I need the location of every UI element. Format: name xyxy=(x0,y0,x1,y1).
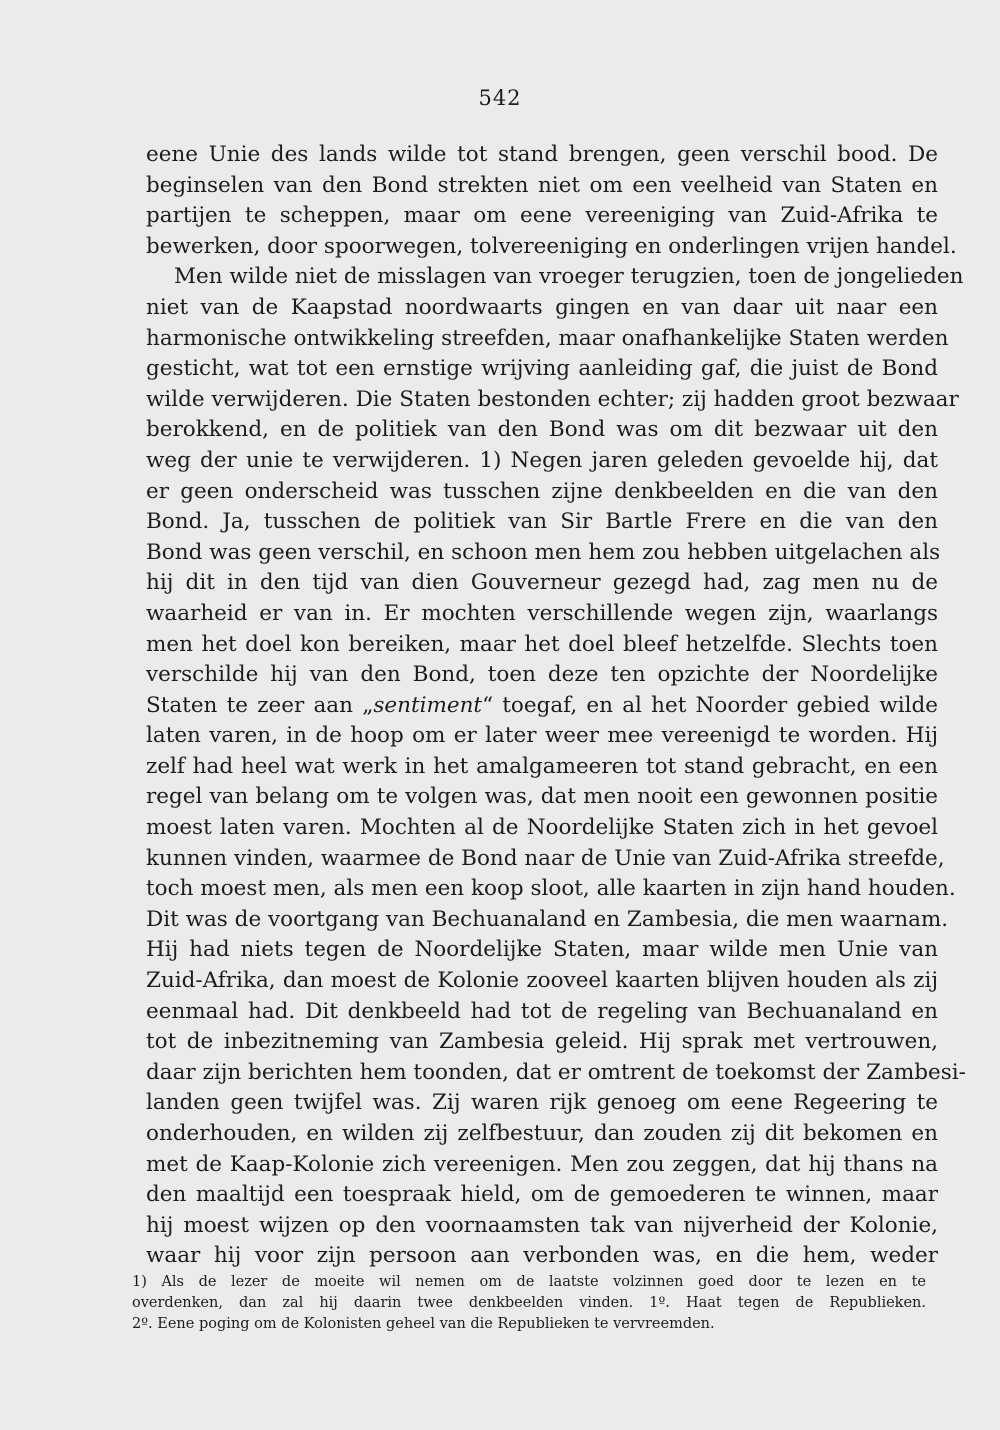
text-line: waar hij voor zijn persoon aan verbonden was, en die hem, weder xyxy=(146,1243,938,1269)
text-line: niet van de Kaapstad noordwaarts gingen en van daar uit naar een xyxy=(146,294,938,320)
text-line: daar zijn berichten hem toonden, dat er omtrent de toekomst der Zambesi- xyxy=(146,1059,966,1085)
text-line: Bond was geen verschil, en schoon men hem zou hebben uitgelachen als xyxy=(146,539,941,565)
text-line: Men wilde niet de misslagen van vroeger terugzien, toen de jongelieden xyxy=(174,264,964,290)
text-line: moest laten varen. Mochten al de Noordelijke Staten zich in het gevoel xyxy=(146,815,938,841)
text-line: waarheid er van in. Er mochten verschillende wegen zijn, waarlangs xyxy=(146,600,938,626)
footnote-line: 1) Als de lezer de moeite wil nemen om de laatste volzinnen goed door te lezen en te xyxy=(132,1274,926,1290)
text-line: verschilde hij van den Bond, toen deze ten opzichte der Noordelijke xyxy=(146,662,938,688)
text-line: wilde verwijderen. Die Staten bestonden echter; zij hadden groot bezwaar xyxy=(146,386,959,412)
text-line: met de Kaap-Kolonie zich vereenigen. Men zou zeggen, dat hij thans na xyxy=(146,1151,938,1177)
body-text xyxy=(146,140,966,1272)
text-line: hij dit in den tijd van dien Gouverneur gezegd had, zag men nu de xyxy=(146,570,938,596)
text-line: beginselen van den Bond strekten niet om een veelheid van Staten en xyxy=(146,172,938,198)
text-line: eene Unie des lands wilde tot stand brengen, geen verschil bood. De xyxy=(146,142,938,167)
text-line: gesticht, wat tot een ernstige wrijving aanleiding gaf, die juist de Bond xyxy=(146,356,938,382)
text-line: Staten te zeer aan „sentiment“ toegaf, en al het Noorder gebied wilde xyxy=(146,692,939,718)
text-line: toch moest men, als men een koop sloot, alle kaarten in zijn hand houden. xyxy=(146,876,956,902)
text-line: den maaltijd een toespraak hield, om de gemoederen te winnen, maar xyxy=(146,1182,938,1208)
text-line: Dit was de voortgang van Bechuanaland en Zambesia, die men waarnam. xyxy=(146,906,949,932)
text-line: kunnen vinden, waarmee de Bond naar de Unie van Zuid-Afrika streefde, xyxy=(146,845,945,871)
text-line: er geen onderscheid was tusschen zijne denkbeelden en die van den xyxy=(146,478,938,504)
text-line: Hij had niets tegen de Noordelijke Staten, maar wilde men Unie van xyxy=(146,937,938,963)
text-line: zelf had heel wat werk in het amalgameeren tot stand gebracht, en een xyxy=(146,753,938,779)
text-line: berokkend, en de politiek van den Bond was om dit bezwaar uit den xyxy=(146,417,938,443)
text-line: men het doel kon bereiken, maar het doel bleef hetzelfde. Slechts toen xyxy=(146,631,938,657)
page-number: 542 xyxy=(478,86,522,110)
text-line: bewerken, door spoorwegen, tolvereeniging en onderlingen vrijen handel. xyxy=(146,233,957,259)
text-line: laten varen, in de hoop om er later weer mee vereenigd te worden. Hij xyxy=(146,723,938,749)
text-line: regel van belang om te volgen was, dat men nooit een gewonnen positie xyxy=(146,784,938,810)
footnote-line: overdenken, dan zal hij daarin twee denkbeelden vinden. 1º. Haat tegen de Republieken. xyxy=(132,1295,926,1311)
text-line: weg der unie te verwijderen. 1) Negen jaren geleden gevoelde hij, dat xyxy=(146,447,938,473)
text-line: tot de inbezitneming van Zambesia geleid. Hij sprak met vertrouwen, xyxy=(146,1029,938,1055)
footnote-line: 2º. Eene poging om de Kolonisten geheel van die Republieken te vervreemden. xyxy=(132,1316,715,1332)
text-line: onderhouden, en wilden zij zelfbestuur, dan zouden zij dit bekomen en xyxy=(146,1121,938,1146)
text-line: harmonische ontwikkeling streefden, maar onafhankelijke Staten werden xyxy=(146,325,949,351)
text-line: hij moest wijzen op den voornaamsten tak van nijverheid der Kolonie, xyxy=(146,1212,938,1238)
text-line: Bond. Ja, tusschen de politiek van Sir Bartle Frere en die van den xyxy=(146,509,938,535)
text-line: Zuid-Afrika, dan moest de Kolonie zooveel kaarten blijven houden als zij xyxy=(146,968,938,994)
text-line: partijen te scheppen, maar om eene vereeniging van Zuid-Afrika te xyxy=(146,203,938,229)
text-line: eenmaal had. Dit denkbeeld had tot de regeling van Bechuanaland en xyxy=(146,998,938,1024)
footnotes xyxy=(132,1272,926,1335)
text-line: landen geen twijfel was. Zij waren rijk genoeg om eene Regeering te xyxy=(146,1090,938,1116)
